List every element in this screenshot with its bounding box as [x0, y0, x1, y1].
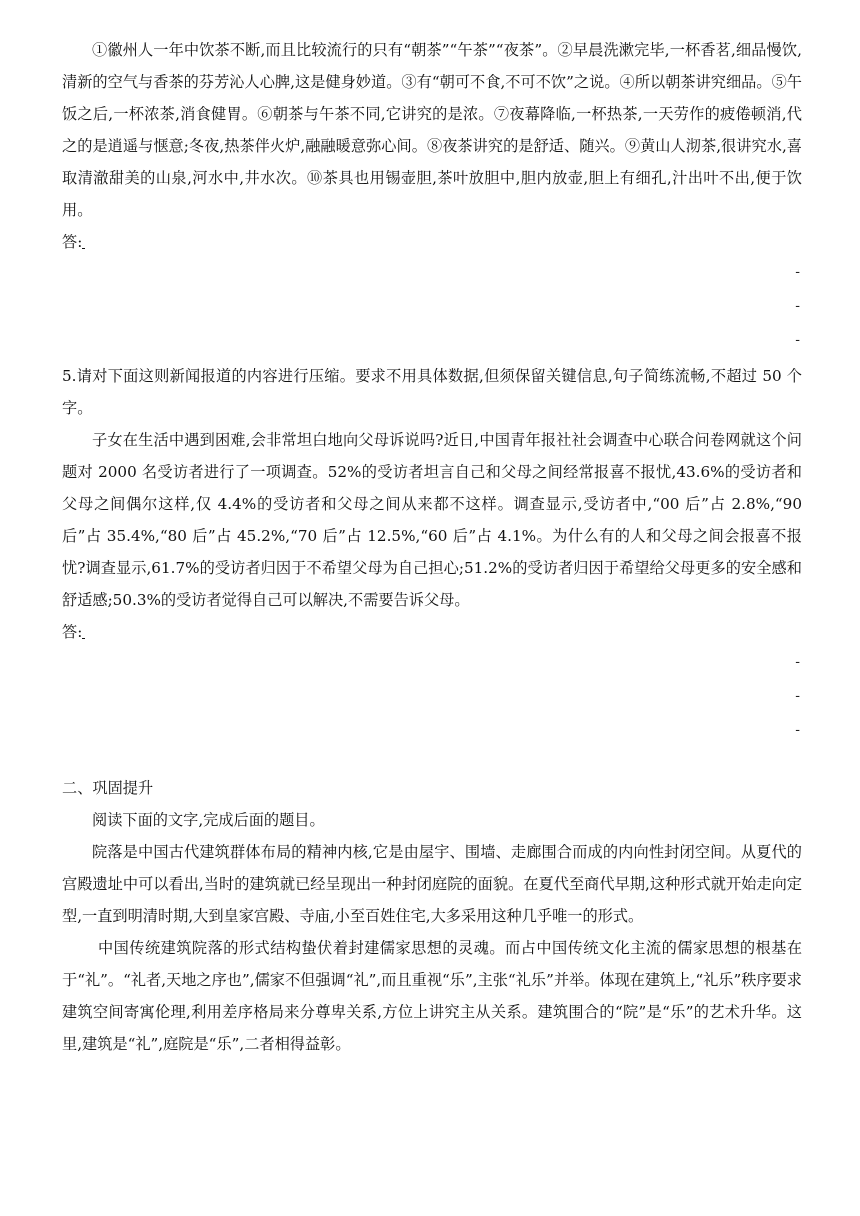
answer-dash-line: -: [795, 264, 800, 280]
section-title: 二、巩固提升: [62, 779, 154, 797]
answer-dash-line: -: [795, 722, 800, 738]
q4-passage: ①徽州人一年中饮茶不断,而且比较流行的只有“朝茶”“午茶”“夜茶”。②早晨洗漱完毕,一杯香茗,细品慢饮,清新的空气与香茶的芬芳沁人心脾,这是健身妙道。③有“朝可不食,不可不饮”之说。④所以朝茶讲究细品。⑤午饭之后,一杯浓茶,消食健胃。⑥朝茶与午茶不同,它讲究的是浓。⑦夜幕降临,一杯热茶,一天劳作的疲倦顿消,代之的是逍遥与惬意;冬夜,热茶伴火炉,融融暖意弥心间。⑧夜茶讲究的是舒适、随兴。⑨黄山人沏茶,很讲究水,喜取清澈甜美的山泉,河水中,井水次。⑩茶具也用锡壶胆,茶叶放胆中,胆内放壶,胆上有细孔,汁出叶不出,便于饮用。: [62, 41, 802, 219]
q5-answer-label: 答:: [62, 623, 85, 641]
answer-dash-line: -: [795, 332, 800, 348]
q4-answer-label: 答:: [62, 233, 85, 251]
document-page: [62, 34, 802, 1060]
q5-answer-row: [62, 616, 802, 648]
section-paragraph-2: 中国传统建筑院落的形式结构蛰伏着封建儒家思想的灵魂。而占中国传统文化主流的儒家思想的根基在于“礼”。“礼者,天地之序也”,儒家不但强调“礼”,而且重视“乐”,主张“礼乐”并举。体现在建筑上,“礼乐”秩序要求建筑空间寄寓伦理,利用差序格局来分尊卑关系,方位上讲究主从关系。建筑围合的“院”是“乐”的艺术升华。这里,建筑是“礼”,庭院是“乐”,二者相得益彰。: [62, 939, 802, 1053]
answer-dash-line: -: [795, 688, 800, 704]
answer-blank[interactable]: [82, 234, 85, 249]
answer-dash-line: -: [795, 654, 800, 670]
answer-blank[interactable]: [82, 624, 85, 639]
q5-prompt: 5.请对下面这则新闻报道的内容进行压缩。要求不用具体数据,但须保留关键信息,句子简练流畅,不超过 50 个字。: [62, 367, 802, 417]
q4-answer-row: [62, 226, 802, 258]
section-instruction: 阅读下面的文字,完成后面的题目。: [92, 811, 325, 829]
answer-dash-line: -: [795, 298, 800, 314]
section-paragraph-1: 院落是中国古代建筑群体布局的精神内核,它是由屋宇、围墙、走廊围合而成的内向性封闭空间。从夏代的宫殿遗址中可以看出,当时的建筑就已经呈现出一种封闭庭院的面貌。在夏代至商代早期,这种形式就开始走向定型,一直到明清时期,大到皇家宫殿、寺庙,小至百姓住宅,大多采用这种几乎唯一的形式。: [62, 843, 802, 925]
q5-passage: 子女在生活中遇到困难,会非常坦白地向父母诉说吗?近日,中国青年报社社会调查中心联合问卷网就这个问题对 2000 名受访者进行了一项调查。52%的受访者坦言自己和父母之间经常报喜不报忧,43.6%的受访者和父母之间偶尔这样,仅 4.4%的受访者和父母之间从来都不这样。调查显示,受访者中,“00 后”占 2.8%,“90 后”占 35.4%,“80 后”占 45.2%,“70 后”占 12.5%,“60 后”占 4.1%。为什么有的人和父母之间会报喜不报忧?调查显示,61.7%的受访者归因于不希望父母为自己担心;51.2%的受访者归因于希望给父母更多的安全感和舒适感;50.3%的受访者觉得自己可以解决,不需要告诉父母。: [62, 431, 802, 609]
